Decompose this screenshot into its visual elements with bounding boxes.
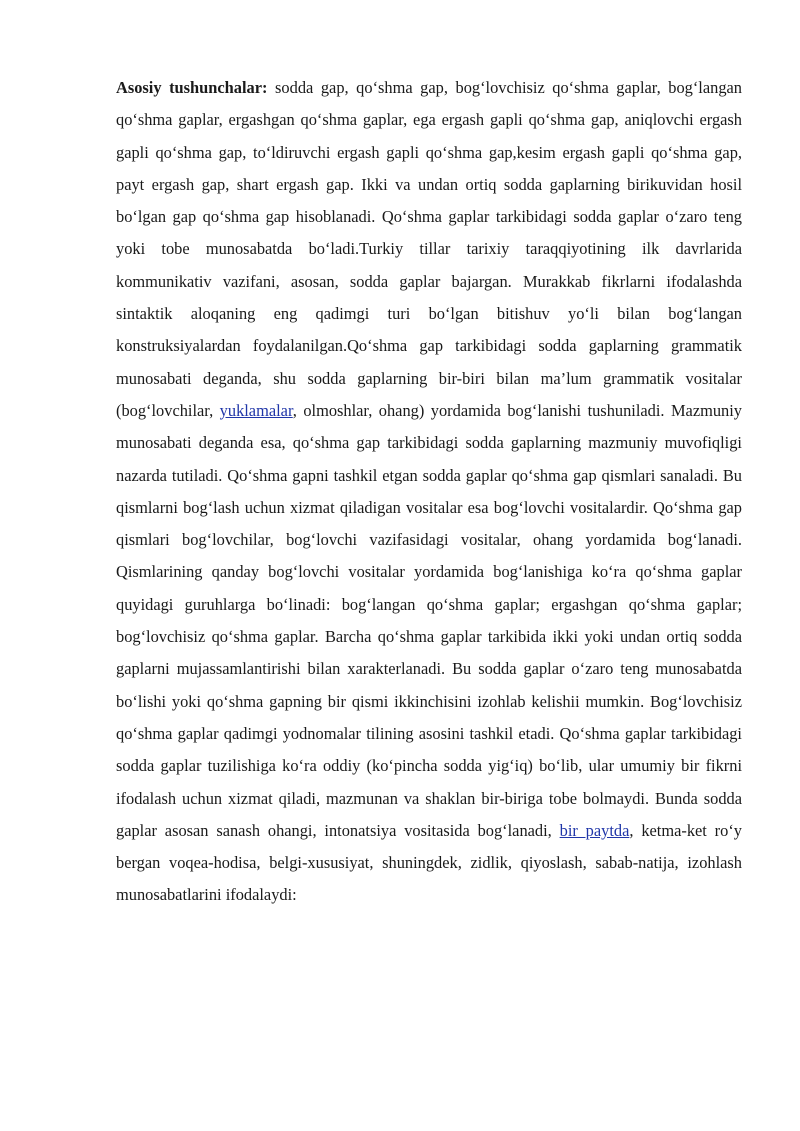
lead-label: Asosiy tushunchalar: (116, 78, 268, 97)
document-page (116, 72, 742, 912)
paragraph-text-1: sodda gap, qo‘shma gap, bog‘lovchisiz qo‘shma gaplar, bog‘langan qo‘shma gaplar, ergashgan qo‘shma gaplar, ega ergash gapli qo‘shma gap, aniqlovchi ergash gapli qo‘shma gap, to‘ldiruvchi ergash gapli qo‘shma gap,kesim ergash gapli qo‘shma gap, payt ergash gap, shart ergash gap. Ikki va undan ortiq sodda gaplarning birikuvidan hosil bo‘lgan gap qo‘shma gap hisoblanadi. Qo‘shma gaplar tarkibidagi sodda gaplar o‘zaro teng yoki tobe munosabatda bo‘ladi.Turkiy tillar tarixiy taraqqiyotining ilk davrlarida kommunikativ vazifani, asosan, sodda gaplar bajargan. Murakkab fikrlarni ifodalashda sintaktik aloqaning eng qadimgi turi bo‘lgan bitishuv yo‘li bilan bog‘langan konstruksiyalardan foydalanilgan.Qo‘shma gap tarkibidagi sodda gaplarning grammatik munosabati deganda, shu sodda gaplarning bir-biri bilan ma’lum grammatik vositalar (bog‘lovchilar, (116, 78, 742, 420)
paragraph-text-2: , olmoshlar, ohang) yordamida bog‘lanishi tushuniladi. Mazmuniy munosabati deganda esa, qo‘shma gap tarkibidagi sodda gaplarning mazmuniy muvofiqligi nazarda tutiladi. Qo‘shma gapni tashkil etgan sodda gaplar qo‘shma gap qismlari sanaladi. Bu qismlarni bog‘lash uchun xizmat qiladigan vositalar esa bog‘lovchi vositalardir. Qo‘shma gap qismlari bog‘lovchilar, bog‘lovchi vazifasidagi vositalar, ohang yordamida bog‘lanadi. Qismlarining qanday bog‘lovchi vositalar yordamida bog‘lanishiga ko‘ra qo‘shma gaplar quyidagi guruhlarga bo‘linadi: bog‘langan qo‘shma gaplar; ergashgan qo‘shma gaplar; bog‘lovchisiz qo‘shma gaplar. Barcha qo‘shma gaplar tarkibida ikki yoki undan ortiq sodda gaplarni mujassamlantirishi bilan xarakterlanadi. Bu sodda gaplar o‘zaro teng munosabatda bo‘lishi yoki qo‘shma gapning bir qismi ikkinchisini izohlab kelishii mumkin. Bog‘lovchisiz qo‘shma gaplar qadimgi yodnomalar tilining asosini tashkil etadi. Qo‘shma gaplar tarkibidagi sodda gaplar tuzilishiga ko‘ra oddiy (ko‘pincha sodda yig‘iq) bo‘lib, ular umumiy bir fikrni ifodalash uchun xizmat qiladi, mazmunan va shaklan bir-biriga tobe bolmaydi. Bunda sodda gaplar asosan sanash ohangi, intonatsiya vositasida bog‘lanadi, (116, 400, 742, 840)
body-paragraph (116, 72, 742, 912)
paragraph-text-3: , ketma-ket ro‘y bergan voqea-hodisa, belgi-xususiyat, shuningdek, zidlik, qiyoslash, sabab-natija, izohlash munosabatlarini ifodalaydi: (116, 820, 742, 905)
link-yuklamalar[interactable]: yuklamalar (219, 400, 293, 420)
link-bir-paytda[interactable]: bir paytda (559, 820, 630, 840)
